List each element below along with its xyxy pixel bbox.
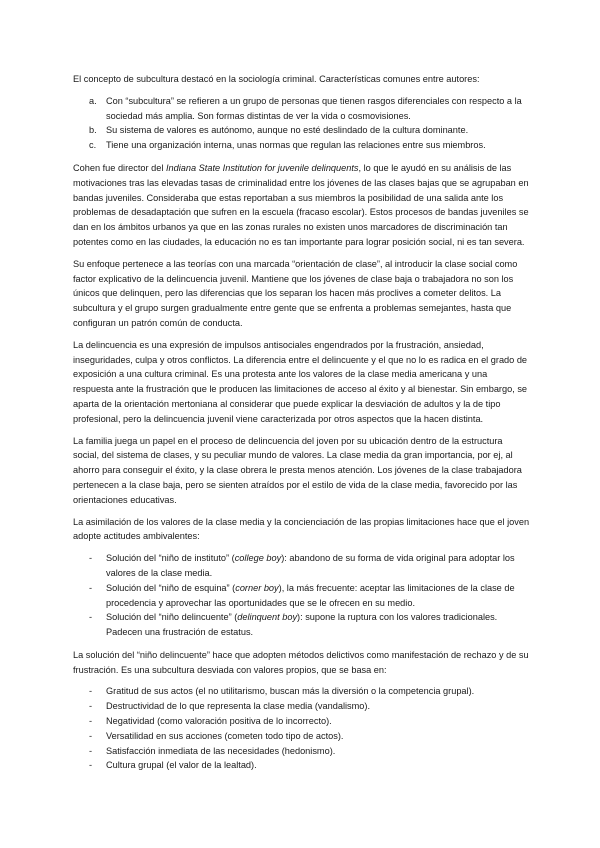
list-marker: - [89, 686, 93, 697]
solucion-term: delinquent boy [237, 612, 298, 623]
list-marker: - [89, 701, 93, 712]
solucion-text-after: ): supone la ruptura con los valores tradicionales. Padecen una frustración de estatus. [106, 612, 498, 638]
list-item-text: Negatividad (como valoración positiva de lo incorrecto). [106, 716, 332, 727]
list-marker: b. [89, 125, 97, 136]
intro-paragraph: El concepto de subcultura destacó en la sociología criminal. Características comunes entre autores: [73, 74, 480, 84]
list-item [73, 744, 530, 759]
list-marker: - [89, 730, 93, 741]
valores-list [73, 684, 530, 773]
solucion-delincuente-paragraph: La solución del “niño delincuente” hace que adopten métodos delictivos como manifestación de rechazo y de su frustración. Es una subcultura desviada con valores propios, que se basa en: [73, 649, 529, 675]
list-item [73, 551, 530, 581]
list-item [73, 714, 530, 729]
list-item [73, 729, 530, 744]
list-marker: - [89, 716, 93, 727]
list-item [73, 94, 530, 124]
solucion-text-before: Solución del “niño de esquina” ( [106, 582, 236, 593]
solucion-text-after: ): abandono de su forma de vida original para adoptar los valores de la clase media. [106, 553, 515, 578]
list-item [73, 123, 530, 138]
cohen-text-after: , lo que le ayudó en su análisis de las motivaciones tras las elevadas tasas de criminalidad entre los jóvenes de las clases bajas que se agrupaban en bandas juveniles. Consideraba que estas reportaban a sus miembros la posibilidad de una salida ante los problemas de desadaptación que sufren en la escuela (fracaso escolar). Estos procesos de bandas juveniles se dan en los ámbitos urbanos ya que en las zonas rurales no existen unos marcadores de discriminación tan potentes como en las ciudades, la educación no es tan importante para lograr posición social, ni es tan severa. [73, 162, 529, 247]
solucion-text-after: ), la más frecuente: aceptar las limitaciones de la clase de procedencia y aprovechar las oportunidades que se le ofrecen en su medio. [106, 582, 515, 608]
list-item-text: Cultura grupal (el valor de la lealtad). [106, 760, 257, 771]
list-item-text [106, 553, 515, 578]
delincuencia-paragraph: La delincuencia es una expresión de impulsos antisociales engendrados por la frustración, ansiedad, inseguridades, culpa y otros conflictos. La diferencia entre el delincuente y el que no lo es radica en el grado de exposición a una cultura criminal. Es una protesta ante los valores de la clase media americana y una respuesta ante la frustración que le producen las limitaciones de acceso al éxito y al bienestar. Sin embargo, se aparta de la orientación mertoniana al considerar que puede explicar la desviación de adultos y la de tipo profesional, pero la delincuencia juvenil viene caracterizada por otros aspectos que la hacen distinta. [73, 339, 528, 424]
list-item-text [106, 612, 497, 637]
list-item-text [106, 583, 515, 608]
solucion-term: corner boy [235, 582, 279, 593]
cohen-text-before: Cohen fue director del [73, 162, 166, 173]
list-marker: - [89, 760, 93, 771]
list-item [73, 581, 530, 611]
list-item [73, 138, 530, 153]
list-item-text: Con “subcultura” se refieren a un grupo de personas que tienen rasgos diferenciales con respecto a la sociedad más amplia. Son formas distintas de ver la vida o cosmovisiones. [106, 95, 522, 121]
list-item [73, 684, 530, 699]
list-item-text: Satisfacción inmediata de las necesidades (hedonismo). [106, 745, 336, 756]
list-item-text: Gratitud de sus actos (el no utilitarismo, buscan más la diversión o la competencia grupal). [106, 686, 475, 697]
list-marker: c. [89, 140, 97, 151]
features-list [73, 94, 530, 153]
list-marker: a. [89, 95, 97, 106]
list-item-text: Tiene una organización interna, unas normas que regulan las relaciones entre sus miembros. [106, 140, 486, 151]
list-item-text: Versatilidad en sus acciones (cometen todo tipo de actos). [106, 730, 344, 741]
solucion-term: college boy [234, 553, 282, 564]
soluciones-list [73, 551, 530, 640]
list-item-text: Su sistema de valores es autónomo, aunque no esté deslindado de la cultura dominante. [106, 125, 469, 136]
list-item [73, 699, 530, 714]
list-marker: - [89, 582, 93, 593]
solucion-text-before: Solución del “niño de instituto” ( [106, 553, 235, 564]
cohen-paragraph [73, 161, 530, 250]
list-item [73, 610, 530, 640]
institution-name: Indiana State Institution for juvenile delinquents [165, 162, 359, 173]
list-marker: - [89, 745, 93, 756]
list-marker: - [89, 553, 93, 564]
familia-paragraph: La familia juega un papel en el proceso de delincuencia del joven por su ubicación dentro de la estructura social, del sistema de clases, y su peculiar mundo de valores. La clase media da gran importancia, por ej, al ahorro para conseguir el éxito, y la clase obrera le presta menos atención. Los jóvenes de la clase trabajadora pertenecen a la clase baja, pero se sienten atraídos por el estilo de vida de la clase media, favorecido por las orientaciones educativas. [73, 435, 522, 505]
enfoque-paragraph: Su enfoque pertenece a las teorías con una marcada “orientación de clase”, al introducir la clase social como factor explicativo de la delincuencia juvenil. Mantiene que los jóvenes de clase baja o trabajadora no son los únicos que delinquen, pero las diferencias que los separan los hacen más proclives a cometer delitos. La subcultura y el grupo surgen gradualmente entre gente que se enfrenta a problemas semejantes, hasta que configuran un patrón común de conducta. [73, 258, 518, 328]
asimilacion-paragraph: La asimilación de los valores de la clase media y la concienciación de las propias limitaciones hace que el joven adopte actitudes ambivalentes: [73, 516, 530, 542]
list-item [73, 758, 530, 773]
solucion-text-before: Solución del “niño delincuente” ( [106, 612, 238, 623]
list-marker: - [89, 612, 93, 623]
list-item-text: Destructividad de lo que representa la clase media (vandalismo). [106, 701, 371, 712]
